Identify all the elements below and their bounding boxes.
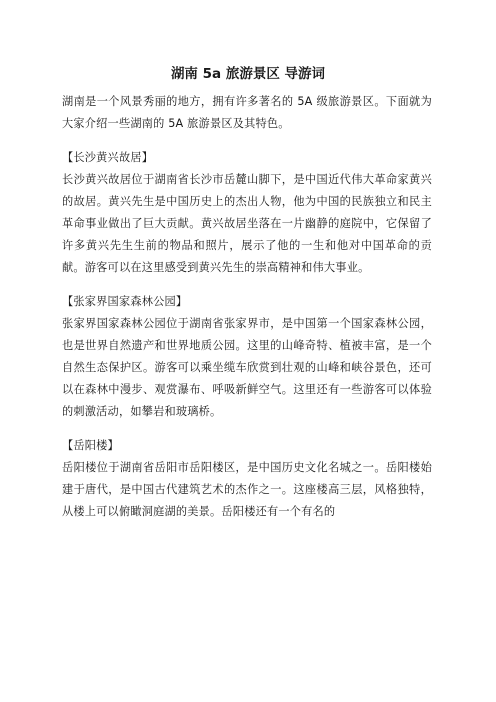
intro-paragraph: 湖南是一个风景秀丽的地方，拥有许多著名的 5A 级旅游景区。下面就为大家介绍一些湖南的 5A 旅游景区及其特色。: [62, 95, 432, 130]
section-text-huangxing: 长沙黄兴故居位于湖南省长沙市岳麓山脚下，是中国近代伟大革命家黄兴的故居。黄兴先生是中国历史上的杰出人物，他为中国的民族独立和民主革命事业做出了巨大贡献。黄兴故居坐落在一片幽静的庭院中，它保留了许多黄兴先生生前的物品和照片，展示了他的一生和他对中国革命的贡献。游客可以在这里感受到黄兴先生的崇高精神和伟大事业。: [62, 173, 432, 274]
section-text-yueyanglou: 岳阳楼位于湖南省岳阳市岳阳楼区，是中国历史文化名城之一。岳阳楼始建于唐代，是中国古代建筑艺术的杰作之一。这座楼高三层，风格独特，从楼上可以俯瞰洞庭湖的美景。岳阳楼还有一个有名的: [62, 461, 432, 518]
section-heading-yueyanglou: 【岳阳楼】: [62, 439, 119, 452]
section-text-zhangjiajie: 张家界国家森林公园位于湖南省张家界市，是中国第一个国家森林公园，也是世界自然遗产和世界地质公园。这里的山峰奇特、植被丰富，是一个自然生态保护区。游客可以乘坐缆车欣赏到壮观的山峰和峡谷景色，还可以在森林中漫步、观赏瀑布、呼吸新鲜空气。这里还有一些游客可以体验的刺激活动，如攀岩和玻璃桥。: [62, 317, 432, 418]
spacer: [62, 423, 432, 435]
document-body: [62, 91, 432, 523]
section-heading-zhangjiajie: 【张家界国家森林公园】: [62, 295, 188, 308]
spacer: [62, 279, 432, 291]
document-title: 湖南 5a 旅游景区 导游词: [170, 66, 326, 82]
section-heading-huangxing: 【长沙黄兴故居】: [62, 151, 154, 164]
spacer: [62, 135, 432, 147]
